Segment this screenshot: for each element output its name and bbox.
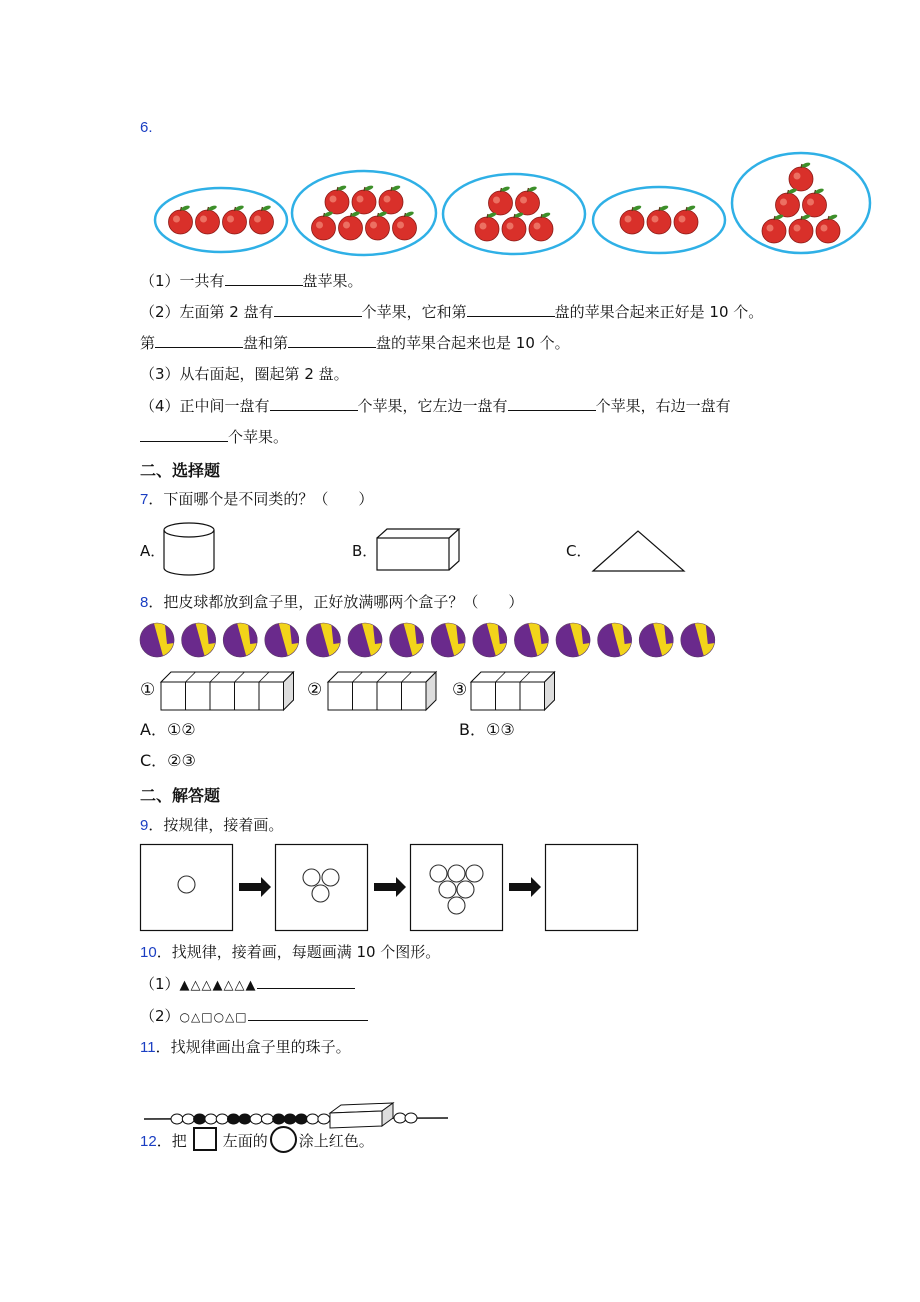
- box-cell: [471, 682, 496, 710]
- text: 个苹果，它和第: [361, 303, 467, 321]
- answer-blank[interactable]: [270, 395, 358, 411]
- apple: [379, 185, 403, 214]
- circle: [457, 881, 474, 898]
- q6-part4: [140, 395, 731, 416]
- q6-number-row: [140, 117, 153, 138]
- apple: [325, 185, 349, 214]
- circle-icon: [270, 1126, 297, 1153]
- box3-label: ③: [452, 680, 468, 700]
- shape-sequence: ○△□○△□: [179, 1010, 248, 1024]
- q9-stem: [140, 815, 283, 836]
- ball: [182, 623, 216, 657]
- apple-plates-figure: [0, 140, 920, 260]
- question-number: 7: [140, 491, 149, 508]
- arrow-icon: [239, 877, 271, 897]
- q7-option-a-label[interactable]: A．: [140, 542, 166, 560]
- bead: [205, 1114, 217, 1124]
- ball: [223, 623, 257, 657]
- box-cell: [353, 682, 378, 710]
- text: 个苹果，右边一盘有: [595, 397, 731, 415]
- apple: [789, 162, 813, 191]
- section-heading-answer: 二、解答题: [140, 786, 221, 805]
- q10-line1: [140, 973, 355, 996]
- apple: [502, 212, 526, 241]
- answer-blank[interactable]: [225, 270, 303, 286]
- apple: [196, 205, 220, 234]
- circle: [303, 869, 320, 886]
- bead: [228, 1114, 240, 1124]
- question-number: 8: [140, 594, 149, 611]
- question-text: ．把皮球都放到盒子里，正好放满哪两个盒子？（ ）: [148, 593, 524, 611]
- apple-plate: [593, 187, 725, 253]
- box-cell: [259, 682, 284, 710]
- box: [471, 672, 555, 710]
- box1-label: ①: [140, 680, 156, 700]
- circle: [322, 869, 339, 886]
- balls-figure: [0, 618, 920, 666]
- text: （1）一共有: [140, 272, 225, 290]
- box: [328, 672, 436, 710]
- ball: [140, 623, 174, 657]
- box-cell: [161, 682, 186, 710]
- ball: [265, 623, 299, 657]
- circle: [430, 865, 447, 882]
- bead: [394, 1113, 406, 1123]
- ball: [431, 623, 465, 657]
- apple: [816, 214, 840, 243]
- apple: [674, 205, 698, 234]
- apple: [516, 186, 540, 215]
- q6-part2-cont: [140, 332, 570, 353]
- bead: [216, 1114, 228, 1124]
- square-icon: [193, 1127, 217, 1151]
- bead: [307, 1114, 319, 1124]
- apple: [339, 211, 363, 240]
- apple: [620, 205, 644, 234]
- bead: [405, 1113, 417, 1123]
- answer-blank[interactable]: [274, 301, 362, 317]
- apple: [250, 205, 274, 234]
- circle: [178, 876, 195, 893]
- bead: [284, 1114, 296, 1124]
- section-heading-choice: 二、选择题: [140, 461, 221, 480]
- question-dot: .: [148, 119, 153, 136]
- apple: [393, 211, 417, 240]
- text: 个苹果，它左边一盘有: [357, 397, 508, 415]
- box-cell: [186, 682, 211, 710]
- box-cell: [328, 682, 353, 710]
- answer-blank[interactable]: [140, 426, 228, 442]
- text: 左面的: [222, 1132, 268, 1150]
- apple: [789, 214, 813, 243]
- bead: [295, 1114, 307, 1124]
- bead: [261, 1114, 273, 1124]
- box: [161, 672, 294, 710]
- text: 盘和第: [243, 334, 289, 352]
- ball: [473, 623, 507, 657]
- circle: [466, 865, 483, 882]
- q6-part4-cont: [140, 426, 288, 447]
- box-cell: [496, 682, 521, 710]
- question-text: ．找规律画出盒子里的珠子。: [155, 1038, 351, 1056]
- apple: [169, 205, 193, 234]
- q6-part1: [140, 270, 363, 291]
- circle: [448, 865, 465, 882]
- apple: [803, 188, 827, 217]
- circle: [312, 885, 329, 902]
- apple: [475, 212, 499, 241]
- pattern-frame: [411, 845, 503, 931]
- apple: [223, 205, 247, 234]
- apple-plate: [732, 153, 870, 253]
- cuboid-shape: [376, 528, 462, 572]
- circle-pattern-figure: [0, 840, 920, 936]
- circle: [448, 897, 465, 914]
- apple: [647, 205, 671, 234]
- q6-part2: [140, 301, 763, 322]
- q8-option-a[interactable]: A．①②: [140, 720, 196, 739]
- ball: [306, 623, 340, 657]
- bead: [194, 1114, 206, 1124]
- ball: [348, 623, 382, 657]
- question-number: 10: [140, 944, 157, 961]
- text: 第: [140, 334, 156, 352]
- bead: [171, 1114, 183, 1124]
- boxes-figure: [0, 666, 920, 714]
- apple: [529, 212, 553, 241]
- bead: [273, 1114, 285, 1124]
- ball: [390, 623, 424, 657]
- box-cell: [520, 682, 545, 710]
- question-number: 12: [140, 1133, 157, 1150]
- question-number: 9: [140, 817, 149, 834]
- bead: [250, 1114, 262, 1124]
- triangle-shape: [590, 528, 688, 574]
- q6-part3: （3）从右面起，圈起第 2 盘。: [140, 365, 349, 383]
- answer-blank[interactable]: [288, 332, 376, 348]
- circle: [439, 881, 456, 898]
- ball: [639, 623, 673, 657]
- ball: [514, 623, 548, 657]
- q12-stem: [140, 1126, 374, 1153]
- box-cell: [210, 682, 235, 710]
- text: 盘的苹果合起来也是 10 个。: [376, 334, 570, 352]
- apple: [762, 214, 786, 243]
- bead: [239, 1114, 251, 1124]
- question-text: ．找规律，接着画，每题画满 10 个图形。: [156, 943, 441, 961]
- ball: [681, 623, 715, 657]
- box-cell: [377, 682, 402, 710]
- bead: [318, 1114, 330, 1124]
- question-text: ．下面哪个是不同类的？（ ）: [148, 490, 374, 508]
- arrow-icon: [374, 877, 406, 897]
- text: （1）: [140, 975, 180, 993]
- text: ．把: [156, 1132, 187, 1150]
- question-text: ．按规律，接着画。: [148, 816, 284, 834]
- triangle-sequence: ▲△△▲△△▲: [179, 978, 257, 993]
- q11-stem: [140, 1037, 351, 1058]
- apple-plate: [292, 171, 436, 255]
- q8-option-b[interactable]: B．①③: [459, 720, 515, 739]
- apple: [312, 211, 336, 240]
- box-cell: [402, 682, 427, 710]
- text: （2）左面第 2 盘有: [140, 303, 274, 321]
- cylinder-shape: [162, 522, 218, 578]
- ball: [556, 623, 590, 657]
- pattern-frame: [546, 845, 638, 931]
- text: 盘的苹果合起来正好是 10 个。: [554, 303, 764, 321]
- question-number: 6: [140, 119, 149, 136]
- q7-option-c-label[interactable]: C．: [566, 542, 592, 560]
- text: （4）正中间一盘有: [140, 397, 270, 415]
- q10-stem: [140, 942, 440, 963]
- box-cell: [235, 682, 260, 710]
- apple: [366, 211, 390, 240]
- bead: [182, 1114, 194, 1124]
- ball: [598, 623, 632, 657]
- arrow-icon: [509, 877, 541, 897]
- q8-stem: [140, 592, 523, 613]
- apple-plate: [443, 174, 585, 254]
- answer-blank[interactable]: [155, 332, 243, 348]
- text: （2）: [140, 1007, 180, 1025]
- q7-stem: [140, 489, 373, 510]
- q7-option-b-label[interactable]: B．: [352, 542, 378, 560]
- apple: [776, 188, 800, 217]
- apple: [489, 186, 513, 215]
- answer-blank[interactable]: [248, 1005, 368, 1021]
- answer-blank[interactable]: [508, 395, 596, 411]
- apple: [352, 185, 376, 214]
- box2-label: ②: [307, 680, 323, 700]
- answer-blank[interactable]: [467, 301, 555, 317]
- text: 涂上红色。: [298, 1132, 374, 1150]
- text: 个苹果。: [228, 428, 289, 446]
- question-number: 11: [140, 1039, 156, 1056]
- text: 盘苹果。: [302, 272, 363, 290]
- q8-option-c[interactable]: C．②③: [140, 751, 196, 770]
- q10-line2: [140, 1005, 368, 1027]
- bead-string-figure: [0, 1094, 920, 1134]
- apple-plate: [155, 188, 287, 252]
- answer-blank[interactable]: [257, 973, 355, 989]
